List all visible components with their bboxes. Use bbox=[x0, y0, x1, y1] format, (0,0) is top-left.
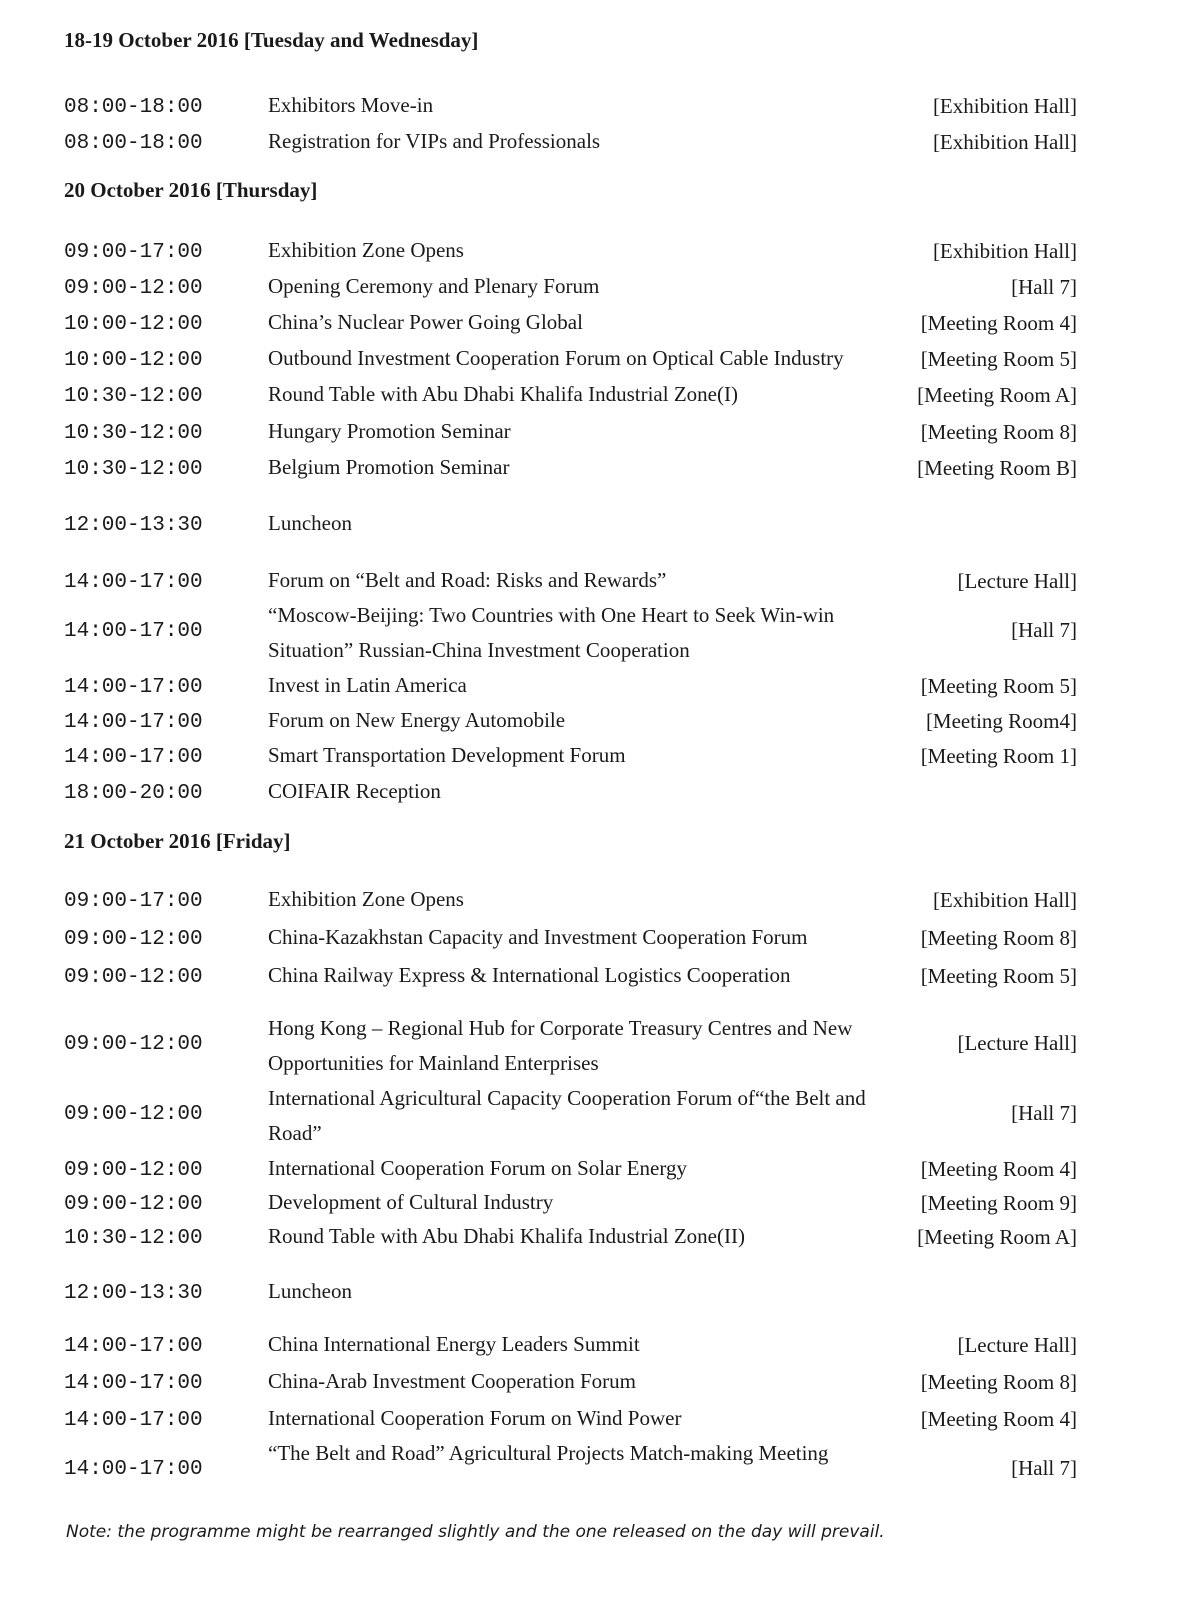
event-time: 10:00-12:00 bbox=[64, 349, 203, 372]
event-title: Exhibition Zone Opens bbox=[268, 887, 464, 911]
event-title: Development of Cultural Industry bbox=[268, 1190, 554, 1214]
event-time: 14:00-17:00 bbox=[64, 1409, 203, 1432]
event-title: COIFAIR Reception bbox=[268, 779, 441, 803]
event-time: 14:00-17:00 bbox=[64, 1372, 203, 1395]
event-venue: [Exhibition Hall] bbox=[932, 239, 1077, 263]
event-time: 09:00-12:00 bbox=[64, 1103, 203, 1126]
event-title: International Cooperation Forum on Solar Energy bbox=[268, 1156, 687, 1180]
event-time: 09:00-12:00 bbox=[64, 277, 203, 300]
event-title: Hong Kong – Regional Hub for Corporate Treasury Centres and New Opportunities for Mainland Enterprises bbox=[268, 1016, 853, 1075]
event-time: 08:00-18:00 bbox=[64, 96, 203, 119]
event-time: 18:00-20:00 bbox=[64, 782, 203, 805]
event-title: Registration for VIPs and Professionals bbox=[268, 129, 601, 153]
event-time: 10:30-12:00 bbox=[64, 1227, 203, 1250]
day-heading: 20 October 2016 [Thursday] bbox=[64, 178, 318, 202]
event-title: Forum on New Energy Automobile bbox=[268, 708, 566, 732]
event-time: 14:00-17:00 bbox=[64, 1458, 203, 1481]
event-time: 09:00-12:00 bbox=[64, 966, 203, 989]
event-title: China-Arab Investment Cooperation Forum bbox=[268, 1369, 637, 1393]
event-venue: [Meeting Room4] bbox=[925, 709, 1077, 733]
event-time: 09:00-12:00 bbox=[64, 1033, 203, 1056]
event-title: Outbound Investment Cooperation Forum on Optical Cable Industry bbox=[268, 346, 844, 370]
event-time: 14:00-17:00 bbox=[64, 620, 203, 643]
event-title: Forum on “Belt and Road: Risks and Rewards” bbox=[268, 568, 667, 592]
event-venue: [Lecture Hall] bbox=[957, 1031, 1077, 1055]
event-time: 14:00-17:00 bbox=[64, 676, 203, 699]
event-venue: [Lecture Hall] bbox=[957, 569, 1077, 593]
event-venue: [Meeting Room B] bbox=[917, 456, 1077, 480]
event-time: 09:00-12:00 bbox=[64, 928, 203, 951]
event-time: 10:00-12:00 bbox=[64, 313, 203, 336]
event-venue: [Meeting Room 9] bbox=[920, 1191, 1077, 1215]
event-venue: [Meeting Room 5] bbox=[920, 674, 1077, 698]
event-venue: [Meeting Room 4] bbox=[920, 1157, 1077, 1181]
event-time: 10:30-12:00 bbox=[64, 385, 203, 408]
event-time: 09:00-17:00 bbox=[64, 241, 203, 264]
event-venue: [Hall 7] bbox=[1011, 275, 1077, 299]
event-time: 09:00-17:00 bbox=[64, 890, 203, 913]
event-title: Smart Transportation Development Forum bbox=[268, 743, 626, 767]
event-venue: [Meeting Room 5] bbox=[920, 964, 1077, 988]
event-title: International Cooperation Forum on Wind Power bbox=[268, 1406, 682, 1430]
event-time: 09:00-12:00 bbox=[64, 1193, 203, 1216]
event-venue: [Meeting Room 5] bbox=[920, 347, 1077, 371]
event-time: 10:30-12:00 bbox=[64, 422, 203, 445]
programme-note: Note: the programme might be rearranged slightly and the one released on the day will prevail. bbox=[66, 1522, 885, 1542]
event-venue: [Meeting Room 1] bbox=[920, 744, 1077, 768]
event-title: China’s Nuclear Power Going Global bbox=[268, 310, 583, 334]
event-time: 14:00-17:00 bbox=[64, 571, 203, 594]
event-venue: [Exhibition Hall] bbox=[932, 94, 1077, 118]
event-venue: [Hall 7] bbox=[1011, 1101, 1077, 1125]
event-time: 12:00-13:30 bbox=[64, 514, 203, 537]
event-title: China Railway Express & International Logistics Cooperation bbox=[268, 963, 791, 987]
event-title: International Agricultural Capacity Cooperation Forum of“the Belt and Road” bbox=[268, 1086, 866, 1145]
day-heading: 21 October 2016 [Friday] bbox=[64, 829, 291, 853]
event-time: 08:00-18:00 bbox=[64, 132, 203, 155]
event-venue: [Meeting Room 8] bbox=[920, 926, 1077, 950]
event-title: Exhibition Zone Opens bbox=[268, 238, 464, 262]
event-venue: [Hall 7] bbox=[1011, 1456, 1077, 1480]
event-title: Belgium Promotion Seminar bbox=[268, 455, 510, 479]
event-title: Luncheon bbox=[268, 511, 352, 535]
event-title: Invest in Latin America bbox=[268, 673, 467, 697]
event-time: 10:30-12:00 bbox=[64, 458, 203, 481]
event-venue: [Meeting Room 4] bbox=[920, 1407, 1077, 1431]
event-venue: [Meeting Room A] bbox=[917, 1225, 1077, 1249]
event-venue: [Exhibition Hall] bbox=[932, 130, 1077, 154]
event-title: Exhibitors Move-in bbox=[268, 93, 434, 117]
event-venue: [Meeting Room A] bbox=[917, 383, 1077, 407]
event-venue: [Meeting Room 4] bbox=[920, 311, 1077, 335]
event-venue: [Exhibition Hall] bbox=[932, 888, 1077, 912]
event-title: “Moscow-Beijing: Two Countries with One Heart to Seek Win-win Situation” Russian-China Investment Cooperation bbox=[268, 603, 835, 662]
event-title: Opening Ceremony and Plenary Forum bbox=[268, 274, 600, 298]
event-title: Round Table with Abu Dhabi Khalifa Industrial Zone(II) bbox=[268, 1224, 745, 1248]
event-title: “The Belt and Road” Agricultural Projects Match-making Meeting bbox=[268, 1441, 829, 1465]
event-time: 14:00-17:00 bbox=[64, 711, 203, 734]
event-title: Round Table with Abu Dhabi Khalifa Industrial Zone(I) bbox=[268, 382, 738, 406]
event-time: 14:00-17:00 bbox=[64, 1335, 203, 1358]
event-venue: [Meeting Room 8] bbox=[920, 420, 1077, 444]
event-title: Luncheon bbox=[268, 1279, 352, 1303]
event-venue: [Hall 7] bbox=[1011, 618, 1077, 642]
event-title: Hungary Promotion Seminar bbox=[268, 419, 511, 443]
event-title: China International Energy Leaders Summit bbox=[268, 1332, 640, 1356]
day-heading: 18-19 October 2016 [Tuesday and Wednesday] bbox=[64, 28, 479, 52]
event-time: 09:00-12:00 bbox=[64, 1159, 203, 1182]
event-time: 14:00-17:00 bbox=[64, 746, 203, 769]
event-venue: [Meeting Room 8] bbox=[920, 1370, 1077, 1394]
event-time: 12:00-13:30 bbox=[64, 1282, 203, 1305]
event-venue: [Lecture Hall] bbox=[957, 1333, 1077, 1357]
event-title: China-Kazakhstan Capacity and Investment Cooperation Forum bbox=[268, 925, 808, 949]
